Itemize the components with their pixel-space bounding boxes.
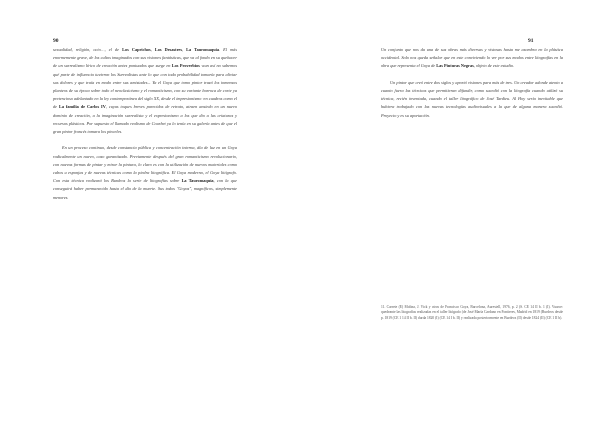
footnotes [381,305,563,321]
text-run: sexualidad, religión, ocio…, el de [53,47,123,52]
text-run: Un conjunto que nos da una de sus obras más diversas y vistosas hasta me asombra en la plástica occidental. Solo nos queda señalar que en este conviviendo lo ver por sus modos entre litografías en la obra que representa el Goya de [381,47,563,69]
page-number-right: 91 [528,38,534,44]
bold-title: Los Proverbios [171,63,200,69]
text-run: Un pintor que creó entre dos siglos y aportó visiones para más de tres. Un creador adonde atento a cuanto fuera las técnicas que permitieran difundir, como sucedió con la litografía cuando utilizó su técnica, recién inventada, cuando el taller litográfico de José Tardieu. Al Hoy sería inevitable que hubiera trabajado con las nuevas tecnologías audiovisuales a la que de alguna manera sucedió. Proyecto y es su aportación. [381,79,563,118]
bold-title: La Tauromaquia [181,178,214,184]
text-run: ·aun así no sabemos qué parte de influencia tuvieron los Surrealistas ante lo que con toda probabilidad tomaría para aliviar sus dolores y que traía en modo entre sus amistades–. Ya el Goya que tomo pintor trazó los inmensos planteos de su época sobre todo el neoclasicismo y el romanticismo, con su variante barroca de corte ya pretencioso adelantado en la ley contemporánea del siglo XX, desde el impresionismo ·en cuadros como el de [53,63,238,110]
footnote-11: 11. Carrete (E) Molina, J. Vick y otros de Francisco Goya, Barcelona, Aurestell, 1976, p. 2 (S. CE 14 II b. 1 (I). Vuarce: quedeante las litografías realizadas en el taller litógrafo (de José María Cardano en Fontieres, Madrid en 1819 (Burdeos desde p. 1819 (CE 1 14 II b. II) durda 1820 (I) (CE 14 I b. II) y realizada posteriormente en Burdeos (II) desde 1824 (II) (CE 1 II b). [381,305,563,320]
text-run: En un proceso continuo, desde constancia pública y concentración interna, día de luz en un Goya radicalmente un nuevo, caso garantizado. Previamente después del gran romanticismo revolucionario, con nuevas formas de pintar y mirar la pintura, lo claro es con la utilización de nuevos materiales como cabos u esponjas y de nuevas técnicas como la piedra litográfica. El Goya moderno, el Goya litógrafo. Con esta técnica realizará los Burdeos la serie de litografías sobre [53,145,237,184]
right-body-text [381,46,563,128]
left-paragraph-2 [53,144,237,201]
text-run: . El más enormemente grave, de los cultos imaginados con sus visiones fantásticas, que va al fondo en su quehacer de un surrealismo lírico de creación antes pontuados que surge en [53,47,237,69]
left-paragraph-1 [53,46,237,136]
bold-title: La Tauromaquia [186,47,220,52]
text-run: , con la que conseguirá haber permanecido hasta el día de la muerte. Sus todos "Goyas", magníficos, simplemente menores. [53,178,237,200]
text-run: , [182,47,187,52]
right-paragraph-1 [381,46,563,71]
bold-title: Los Caprichos [122,47,151,52]
page-number-left: 90 [53,38,59,44]
right-page [300,0,600,424]
bold-title: La familia de Carlos IV [58,104,106,110]
left-body-text [53,46,237,210]
text-run: , objeto de este estudio. [473,63,515,69]
right-paragraph-2 [381,79,563,120]
text-run: , cuyas toques breves parecidos de retrato, atraen ansiedo en un nuevo dominio de creación, a la imaginación surrealista y el expresionismo a los que dio a las criaturas y recursos plásticos. Por supuesto el llamado realismo de Courbet ya lo tenía en su galería antes de que el gran pintor francés tomara los pinceles. [53,104,237,135]
bold-title: Las Pinturas Negras [436,63,474,69]
bold-title: Los Desastres [154,47,182,52]
text-run: , [150,47,155,52]
